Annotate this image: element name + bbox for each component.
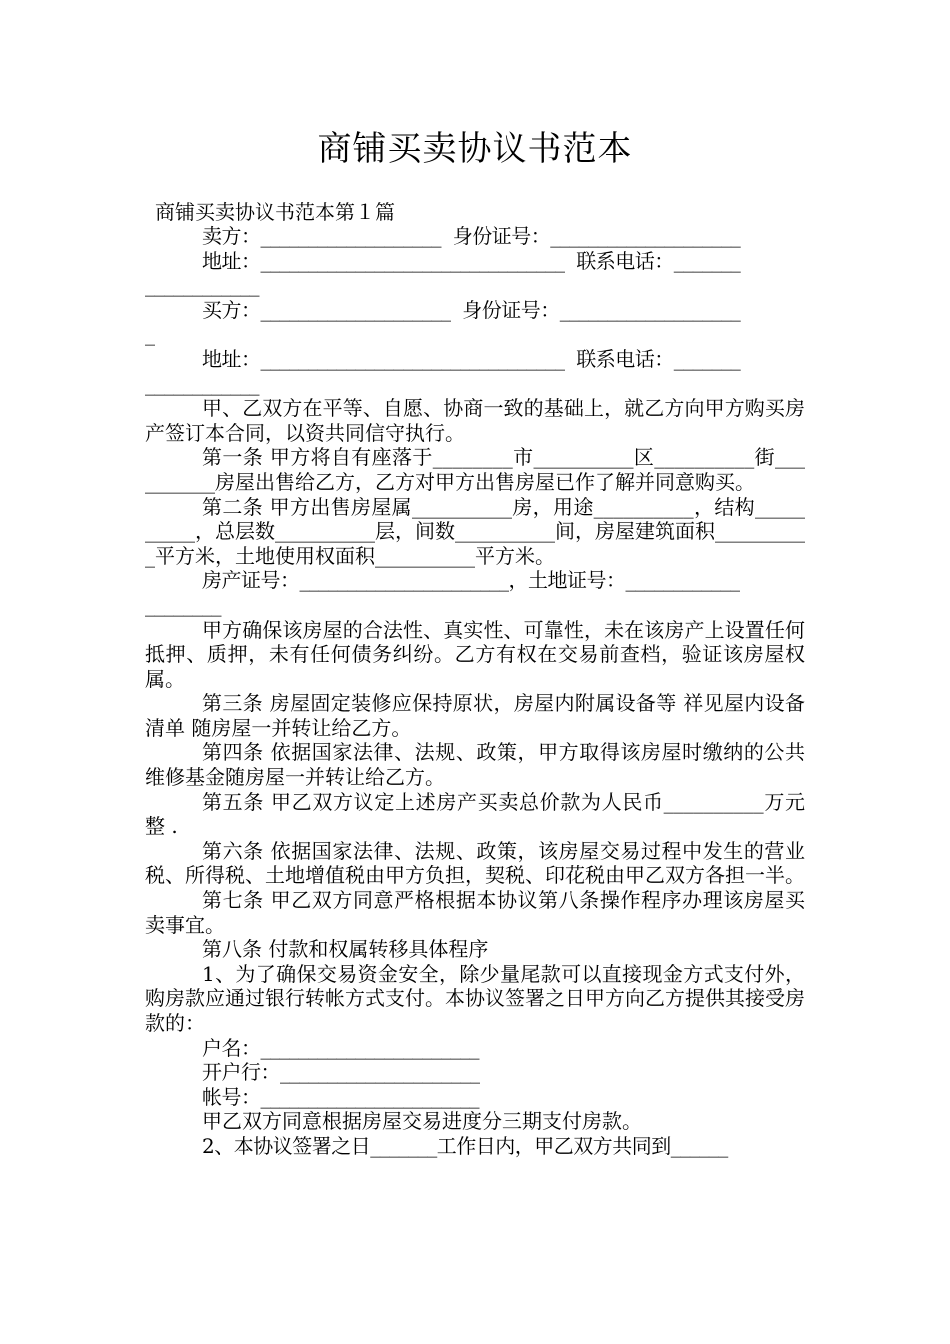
document-body [145,224,805,1159]
buyer-address-line: 地址：________________________________ 联系电话：_______ [202,346,741,371]
seller-address-line: 地址：________________________________ 联系电话：_______ [202,248,741,273]
seller-phone-continuation: ____________ [145,273,259,298]
section-heading: 商铺买卖协议书范本第１篇 [155,200,395,224]
article-2-paragraph: 第二条 甲方出售房屋属__________房，用途__________，结构__________，总层数__________层，间数__________间，房屋建筑面积__________平方米，土地使用权面积__________平方米。 [145,494,805,568]
article-3-paragraph: 第三条 房屋固定装修应保持原状，房屋内附属设备等 祥见屋内设备清单 随房屋一并转让给乙方。 [145,691,805,740]
certificate-continuation: ________ [145,592,221,617]
buyer-id-continuation: _ [145,322,155,347]
account-bank-line: 开户行：_____________________ [202,1060,480,1085]
article-1-paragraph: 第一条 甲方将自有座落于________市__________区__________街__________房屋出售给乙方，乙方对甲方出售房屋已作了解并同意购买。 [145,445,805,494]
buyer-phone-continuation: ____________ [145,371,259,396]
preamble-paragraph: 甲、乙双方在平等、自愿、协商一致的基础上，就乙方向甲方购买房产签订本合同，以资共同信守执行。 [145,396,805,445]
document-title: 商铺买卖协议书范本 [317,129,633,169]
certificate-line: 房产证号：______________________，土地证号：____________ [202,568,740,593]
account-name-line: 户名：_______________________ [202,1035,479,1060]
warranty-paragraph: 甲方确保该房屋的合法性、真实性、可靠性，未在该房产上设置任何抵押、质押，未有任何债务纠纷。乙方有权在交易前查档，验证该房屋权属。 [145,617,805,691]
account-number-line: 帐号：_______________________ [202,1084,479,1109]
article-4-paragraph: 第四条 依据国家法律、法规、政策，甲方取得该房屋时缴纳的公共维修基金随房屋一并转让给乙方。 [145,740,805,790]
article-6-paragraph: 第六条 依据国家法律、法规、政策，该房屋交易过程中发生的营业税、所得税、土地增值税由甲方负担，契税、印花税由甲乙双方各担一半。 [145,838,805,888]
seller-line: 卖方：___________________ 身份证号：____________________ [202,224,741,248]
article-7-paragraph: 第七条 甲乙双方同意严格根据本协议第八条操作程序办理该房屋买卖事宜。 [145,888,805,937]
article-5-paragraph: 第五条 甲乙双方议定上述房产买卖总价款为人民币__________万元整 . [145,789,805,839]
buyer-line: 买方：____________________ 身份证号：___________________ [202,297,741,322]
article-8-heading: 第八条 付款和权属转移具体程序 [202,937,489,962]
payment-clause-2: 2、本协议签署之日_______工作日内，甲乙双方共同到______ [202,1133,728,1158]
installment-paragraph: 甲乙双方同意根据房屋交易进度分三期支付房款。 [202,1109,642,1134]
payment-clause-1: 1、为了确保交易资金安全，除少量尾款可以直接现金方式支付外，购房款应通过银行转帐方式支付。本协议签署之日甲方向乙方提供其接受房款的： [145,961,805,1035]
